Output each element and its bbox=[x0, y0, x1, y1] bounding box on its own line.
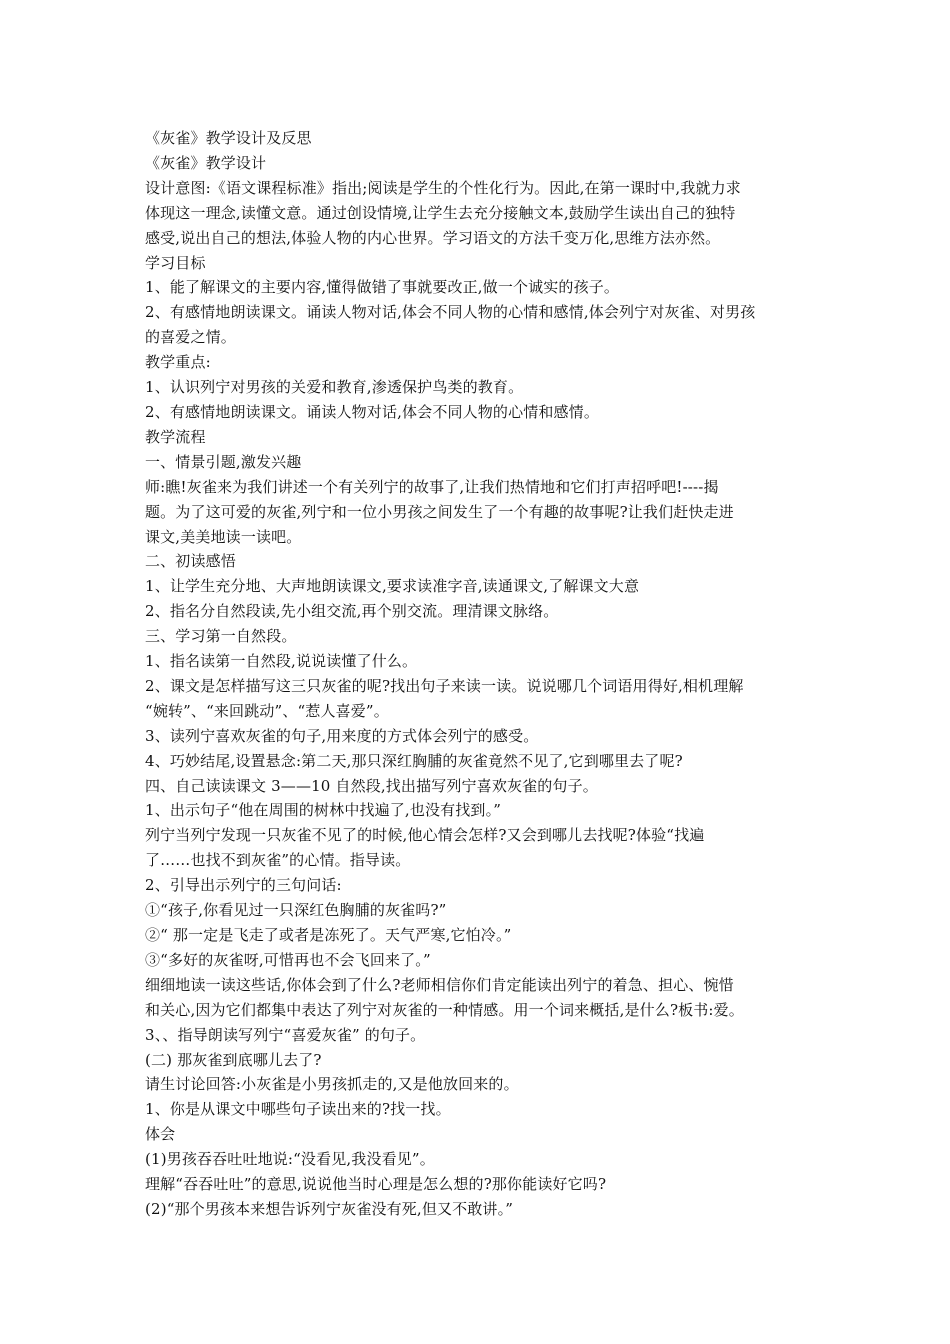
text-line: 二、初读感悟 bbox=[145, 552, 236, 571]
text-line: “婉转”、“来回跳动”、“惹人喜爱”。 bbox=[145, 701, 389, 720]
text-line: 请生讨论回答:小灰雀是小男孩抓走的,又是他放回来的。 bbox=[145, 1075, 519, 1094]
text-line: 感受,说出自己的想法,体验人物的内心世界。学习语文的方法千变万化,思维方法亦然。 bbox=[145, 228, 721, 247]
text-line: ①“孩子,你看见过一只深红色胸脯的灰雀吗?” bbox=[145, 901, 447, 920]
document-page bbox=[145, 126, 825, 1222]
text-line: 理解“吞吞吐吐”的意思,说说他当时心理是怎么想的?那你能读好它吗? bbox=[145, 1175, 607, 1194]
text-line: 细细地读一读这些话,你体会到了什么?老师相信你们肯定能读出列宁的着急、担心、惋惜 bbox=[145, 975, 734, 994]
text-line: 体现这一理念,读懂文意。通过创设情境,让学生去充分接触文本,鼓励学生读出自己的独特 bbox=[145, 203, 736, 222]
text-line: 教学重点: bbox=[145, 353, 211, 372]
text-line: (二) 那灰雀到底哪儿去了? bbox=[145, 1050, 322, 1069]
text-line: 列宁当列宁发现一只灰雀不见了的时候,他心情会怎样?又会到哪儿去找呢?体验“找遍 bbox=[145, 826, 705, 845]
text-line: ③“多好的灰雀呀,可惜再也不会飞回来了。” bbox=[145, 950, 431, 969]
text-line: 2、引导出示列宁的三句问话: bbox=[145, 876, 342, 895]
text-line: 1、能了解课文的主要内容,懂得做错了事就要改正,做一个诚实的孩子。 bbox=[145, 278, 620, 297]
text-line: 1、认识列宁对男孩的关爱和教育,渗透保护鸟类的教育。 bbox=[145, 378, 524, 397]
text-line: 体会 bbox=[145, 1125, 176, 1144]
text-line: 1、指名读第一自然段,说说读懂了什么。 bbox=[145, 652, 418, 671]
text-line: 《灰雀》教学设计 bbox=[145, 153, 267, 172]
text-line: 2、有感情地朗读课文。诵读人物对话,体会不同人物的心情和感情,体会列宁对灰雀、对男孩 bbox=[145, 303, 756, 322]
text-line: 学习目标 bbox=[145, 253, 206, 272]
text-line: 1、你是从课文中哪些句子读出来的?找一找。 bbox=[145, 1100, 451, 1119]
text-line: (2)“那个男孩本来想告诉列宁灰雀没有死,但又不敢讲。” bbox=[145, 1199, 514, 1218]
text-line: 师:瞧!灰雀来为我们讲述一个有关列宁的故事了,让我们热情地和它们打声招呼吧!----揭 bbox=[145, 477, 719, 496]
text-line: 4、巧妙结尾,设置悬念:第二天,那只深红胸脯的灰雀竟然不见了,它到哪里去了呢? bbox=[145, 751, 683, 770]
text-line: (1)男孩吞吞吐吐地说:“没看见,我没看见”。 bbox=[145, 1150, 435, 1169]
text-line: 的喜爱之情。 bbox=[145, 328, 236, 347]
text-line: 3、读列宁喜欢灰雀的句子,用来度的方式体会列宁的感受。 bbox=[145, 726, 539, 745]
text-line: 题。为了这可爱的灰雀,列宁和一位小男孩之间发生了一个有趣的故事呢?让我们赶快走进 bbox=[145, 502, 734, 521]
text-line: 2、有感情地朗读课文。诵读人物对话,体会不同人物的心情和感情。 bbox=[145, 402, 599, 421]
text-line: 1、让学生充分地、大声地朗读课文,要求读准字音,读通课文,了解课文大意 bbox=[145, 577, 640, 596]
text-line: 一、情景引题,激发兴趣 bbox=[145, 452, 302, 471]
text-line: 2、指名分自然段读,先小组交流,再个别交流。理清课文脉络。 bbox=[145, 602, 559, 621]
text-line: 四、自己读读课文 3——10 自然段,找出描写列宁喜欢灰雀的句子。 bbox=[145, 776, 598, 795]
text-line: ②“ 那一定是飞走了或者是冻死了。天气严寒,它怕冷。” bbox=[145, 926, 512, 944]
text-line: 2、课文是怎样描写这三只灰雀的呢?找出句子来读一读。说说哪几个词语用得好,相机理解 bbox=[145, 676, 744, 695]
text-line: 《灰雀》教学设计及反思 bbox=[145, 129, 312, 147]
text-line: 1、出示句子“他在周围的树林中找遍了,也没有找到。” bbox=[145, 801, 502, 820]
text-line: 3、、指导朗读写列宁“喜爱灰雀” 的句子。 bbox=[145, 1025, 426, 1044]
text-line: 课文,美美地读一读吧。 bbox=[145, 527, 302, 546]
text-line: 和关心,因为它们都集中表达了列宁对灰雀的一种情感。用一个词来概括,是什么?板书:爱。 bbox=[145, 1000, 744, 1019]
text-line: 了……也找不到灰雀”的心情。指导读。 bbox=[145, 851, 411, 870]
text-line: 教学流程 bbox=[145, 427, 206, 446]
text-line: 设计意图:《语文课程标准》指出;阅读是学生的个性化行为。因此,在第一课时中,我就力求 bbox=[145, 178, 741, 197]
text-line: 三、学习第一自然段。 bbox=[145, 627, 297, 646]
